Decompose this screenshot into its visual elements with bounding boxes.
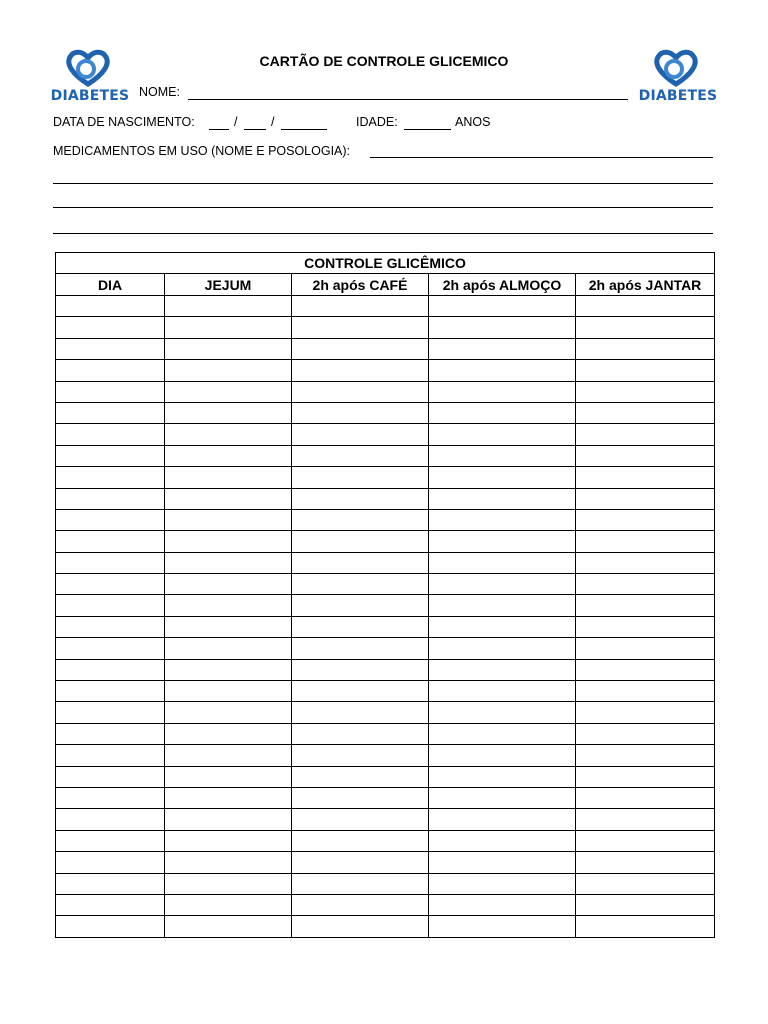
table-cell[interactable]	[429, 467, 576, 488]
table-cell[interactable]	[165, 681, 292, 702]
table-row	[56, 488, 715, 509]
table-cell[interactable]	[576, 317, 715, 338]
table-cell[interactable]	[292, 360, 429, 381]
table-cell[interactable]	[165, 809, 292, 830]
table-cell[interactable]	[165, 574, 292, 595]
table-cell[interactable]	[292, 445, 429, 466]
table-cell[interactable]	[165, 787, 292, 808]
dob-day-field[interactable]	[209, 129, 229, 130]
table-cell[interactable]	[292, 381, 429, 402]
table-cell[interactable]	[576, 574, 715, 595]
table-cell[interactable]	[292, 659, 429, 680]
table-cell[interactable]	[576, 296, 715, 317]
table-cell[interactable]	[429, 424, 576, 445]
table-cell[interactable]	[292, 509, 429, 530]
logo-text: DIABETES	[50, 88, 130, 104]
table-cell[interactable]	[429, 638, 576, 659]
table-cell[interactable]	[576, 616, 715, 637]
table-cell[interactable]	[56, 296, 165, 317]
table-cell[interactable]	[576, 916, 715, 937]
table-cell[interactable]	[56, 317, 165, 338]
table-cell[interactable]	[292, 424, 429, 445]
table-cell[interactable]	[576, 360, 715, 381]
table-cell[interactable]	[292, 488, 429, 509]
table-cell[interactable]	[292, 830, 429, 851]
table-cell[interactable]	[429, 616, 576, 637]
table-cell[interactable]	[165, 766, 292, 787]
table-cell[interactable]	[292, 531, 429, 552]
table-cell[interactable]	[576, 745, 715, 766]
table-cell[interactable]	[292, 296, 429, 317]
table-cell[interactable]	[292, 809, 429, 830]
table-cell[interactable]	[165, 552, 292, 573]
table-cell[interactable]	[165, 467, 292, 488]
table-row	[56, 574, 715, 595]
table-cell[interactable]	[429, 360, 576, 381]
table-cell[interactable]	[56, 445, 165, 466]
table-cell[interactable]	[165, 488, 292, 509]
table-cell[interactable]	[292, 745, 429, 766]
age-field[interactable]	[404, 129, 451, 130]
table-cell[interactable]	[165, 894, 292, 915]
table-cell[interactable]	[165, 424, 292, 445]
name-field[interactable]	[188, 99, 628, 100]
table-cell[interactable]	[429, 894, 576, 915]
table-cell[interactable]	[576, 445, 715, 466]
table-cell[interactable]	[292, 766, 429, 787]
table-row	[56, 702, 715, 723]
table-cell[interactable]	[576, 381, 715, 402]
table-cell[interactable]	[165, 702, 292, 723]
table-row	[56, 317, 715, 338]
page-title: CARTÃO DE CONTROLE GLICEMICO	[259, 53, 509, 69]
table-cell[interactable]	[56, 852, 165, 873]
table-cell[interactable]	[292, 702, 429, 723]
dob-label: DATA DE NASCIMENTO:	[53, 115, 195, 129]
table-cell[interactable]	[576, 424, 715, 445]
column-header-jantar: 2h após JANTAR	[576, 274, 715, 296]
table-cell[interactable]	[56, 809, 165, 830]
logo-text: DIABETES	[638, 88, 718, 104]
table-cell[interactable]	[292, 402, 429, 423]
table-row	[56, 787, 715, 808]
table-cell[interactable]	[576, 852, 715, 873]
table-row	[56, 296, 715, 317]
table-cell[interactable]	[56, 894, 165, 915]
column-header-cafe: 2h após CAFÉ	[292, 274, 429, 296]
table-cell[interactable]	[56, 467, 165, 488]
table-cell[interactable]	[165, 638, 292, 659]
table-cell[interactable]	[429, 317, 576, 338]
table-cell[interactable]	[56, 381, 165, 402]
column-header-jejum: JEJUM	[165, 274, 292, 296]
table-cell[interactable]	[165, 531, 292, 552]
table-cell[interactable]	[429, 445, 576, 466]
table-cell[interactable]	[429, 916, 576, 937]
table-cell[interactable]	[165, 745, 292, 766]
medications-line[interactable]	[53, 183, 713, 184]
dob-separator: /	[234, 115, 238, 129]
table-cell[interactable]	[292, 873, 429, 894]
table-cell[interactable]	[165, 916, 292, 937]
table-row	[56, 381, 715, 402]
table-cell[interactable]	[165, 317, 292, 338]
table-cell[interactable]	[576, 402, 715, 423]
table-cell[interactable]	[165, 381, 292, 402]
medications-field[interactable]	[370, 157, 713, 158]
column-header-dia: DIA	[56, 274, 165, 296]
table-cell[interactable]	[292, 852, 429, 873]
table-cell[interactable]	[429, 830, 576, 851]
column-header-almoco: 2h após ALMOÇO	[429, 274, 576, 296]
table-row	[56, 894, 715, 915]
table-cell[interactable]	[56, 402, 165, 423]
table-row	[56, 830, 715, 851]
table-cell[interactable]	[56, 509, 165, 530]
table-row	[56, 659, 715, 680]
table-cell[interactable]	[429, 296, 576, 317]
table-cell[interactable]	[56, 338, 165, 359]
table-cell[interactable]	[292, 638, 429, 659]
table-cell[interactable]	[429, 531, 576, 552]
table-cell[interactable]	[429, 574, 576, 595]
dob-year-field[interactable]	[281, 129, 327, 130]
table-cell[interactable]	[576, 787, 715, 808]
table-cell[interactable]	[56, 830, 165, 851]
table-cell[interactable]	[56, 723, 165, 744]
table-cell[interactable]	[165, 445, 292, 466]
table-cell[interactable]	[56, 745, 165, 766]
table-cell[interactable]	[429, 402, 576, 423]
table-row	[56, 852, 715, 873]
table-cell[interactable]	[429, 702, 576, 723]
table-cell[interactable]	[429, 338, 576, 359]
age-unit: ANOS	[455, 115, 491, 129]
table-cell[interactable]	[576, 638, 715, 659]
table-row	[56, 723, 715, 744]
table-cell[interactable]	[56, 659, 165, 680]
table-cell[interactable]	[56, 766, 165, 787]
table-cell[interactable]	[576, 830, 715, 851]
table-row	[56, 338, 715, 359]
table-cell[interactable]	[56, 595, 165, 616]
table-cell[interactable]	[56, 488, 165, 509]
table-caption: CONTROLE GLICÊMICO	[56, 253, 715, 274]
table-cell[interactable]	[429, 552, 576, 573]
table-cell[interactable]	[56, 616, 165, 637]
table-cell[interactable]	[56, 638, 165, 659]
table-cell[interactable]	[429, 595, 576, 616]
table-cell[interactable]	[56, 552, 165, 573]
table-cell[interactable]	[165, 852, 292, 873]
table-cell[interactable]	[292, 574, 429, 595]
table-cell[interactable]	[576, 873, 715, 894]
table-row	[56, 402, 715, 423]
table-row	[56, 916, 715, 937]
table-cell[interactable]	[165, 830, 292, 851]
table-cell[interactable]	[429, 873, 576, 894]
table-cell[interactable]	[292, 317, 429, 338]
table-cell[interactable]	[165, 338, 292, 359]
glycemic-control-table	[55, 252, 715, 938]
table-cell[interactable]	[292, 894, 429, 915]
table-cell[interactable]	[292, 681, 429, 702]
table-cell[interactable]	[56, 873, 165, 894]
table-row	[56, 509, 715, 530]
medications-line[interactable]	[53, 207, 713, 208]
table-cell[interactable]	[429, 509, 576, 530]
medications-label: MEDICAMENTOS EM USO (NOME E POSOLOGIA):	[53, 144, 351, 158]
table-row	[56, 595, 715, 616]
table-body	[56, 296, 715, 938]
table-row	[56, 616, 715, 637]
age-label: IDADE:	[356, 115, 398, 129]
name-label: NOME:	[139, 85, 180, 99]
table-cell[interactable]	[576, 338, 715, 359]
table-cell[interactable]	[576, 509, 715, 530]
table-cell[interactable]	[576, 552, 715, 573]
medications-line[interactable]	[53, 233, 713, 234]
table-row	[56, 445, 715, 466]
table-cell[interactable]	[429, 809, 576, 830]
table-cell[interactable]	[576, 531, 715, 552]
table-cell[interactable]	[292, 916, 429, 937]
table-cell[interactable]	[292, 552, 429, 573]
table-cell[interactable]	[56, 360, 165, 381]
table-row	[56, 873, 715, 894]
table-cell[interactable]	[292, 723, 429, 744]
table-cell[interactable]	[576, 809, 715, 830]
table-row	[56, 467, 715, 488]
table-cell[interactable]	[429, 659, 576, 680]
table-cell[interactable]	[56, 531, 165, 552]
table-cell[interactable]	[165, 659, 292, 680]
table-cell[interactable]	[165, 595, 292, 616]
table-cell[interactable]	[429, 766, 576, 787]
table-cell[interactable]	[429, 852, 576, 873]
table-cell[interactable]	[165, 402, 292, 423]
table-cell[interactable]	[576, 894, 715, 915]
table-cell[interactable]	[165, 616, 292, 637]
table-row	[56, 681, 715, 702]
table-row	[56, 531, 715, 552]
table-cell[interactable]	[292, 338, 429, 359]
table-cell[interactable]	[292, 787, 429, 808]
table-cell[interactable]	[165, 509, 292, 530]
table-cell[interactable]	[56, 424, 165, 445]
table-cell[interactable]	[292, 467, 429, 488]
table-row	[56, 638, 715, 659]
table-cell[interactable]	[429, 381, 576, 402]
table-row	[56, 552, 715, 573]
dob-month-field[interactable]	[244, 129, 266, 130]
table-cell[interactable]	[429, 488, 576, 509]
table-row	[56, 766, 715, 787]
table-cell[interactable]	[429, 681, 576, 702]
table-cell[interactable]	[56, 681, 165, 702]
table-cell[interactable]	[576, 702, 715, 723]
table-cell[interactable]	[56, 787, 165, 808]
table-cell[interactable]	[429, 723, 576, 744]
table-cell[interactable]	[165, 360, 292, 381]
table-row	[56, 424, 715, 445]
table-cell[interactable]	[292, 616, 429, 637]
table-cell[interactable]	[576, 467, 715, 488]
table-cell[interactable]	[165, 873, 292, 894]
table-cell[interactable]	[292, 595, 429, 616]
table-cell[interactable]	[56, 702, 165, 723]
table-cell[interactable]	[576, 766, 715, 787]
table-cell[interactable]	[576, 723, 715, 744]
table-cell[interactable]	[576, 595, 715, 616]
table-row	[56, 809, 715, 830]
table-cell[interactable]	[56, 916, 165, 937]
table-cell[interactable]	[429, 745, 576, 766]
table-cell[interactable]	[576, 659, 715, 680]
table-cell[interactable]	[165, 723, 292, 744]
table-cell[interactable]	[165, 296, 292, 317]
table-cell[interactable]	[576, 681, 715, 702]
table-cell[interactable]	[56, 574, 165, 595]
table-cell[interactable]	[429, 787, 576, 808]
dob-separator: /	[271, 115, 275, 129]
table-cell[interactable]	[576, 488, 715, 509]
table-row	[56, 360, 715, 381]
table-row	[56, 745, 715, 766]
